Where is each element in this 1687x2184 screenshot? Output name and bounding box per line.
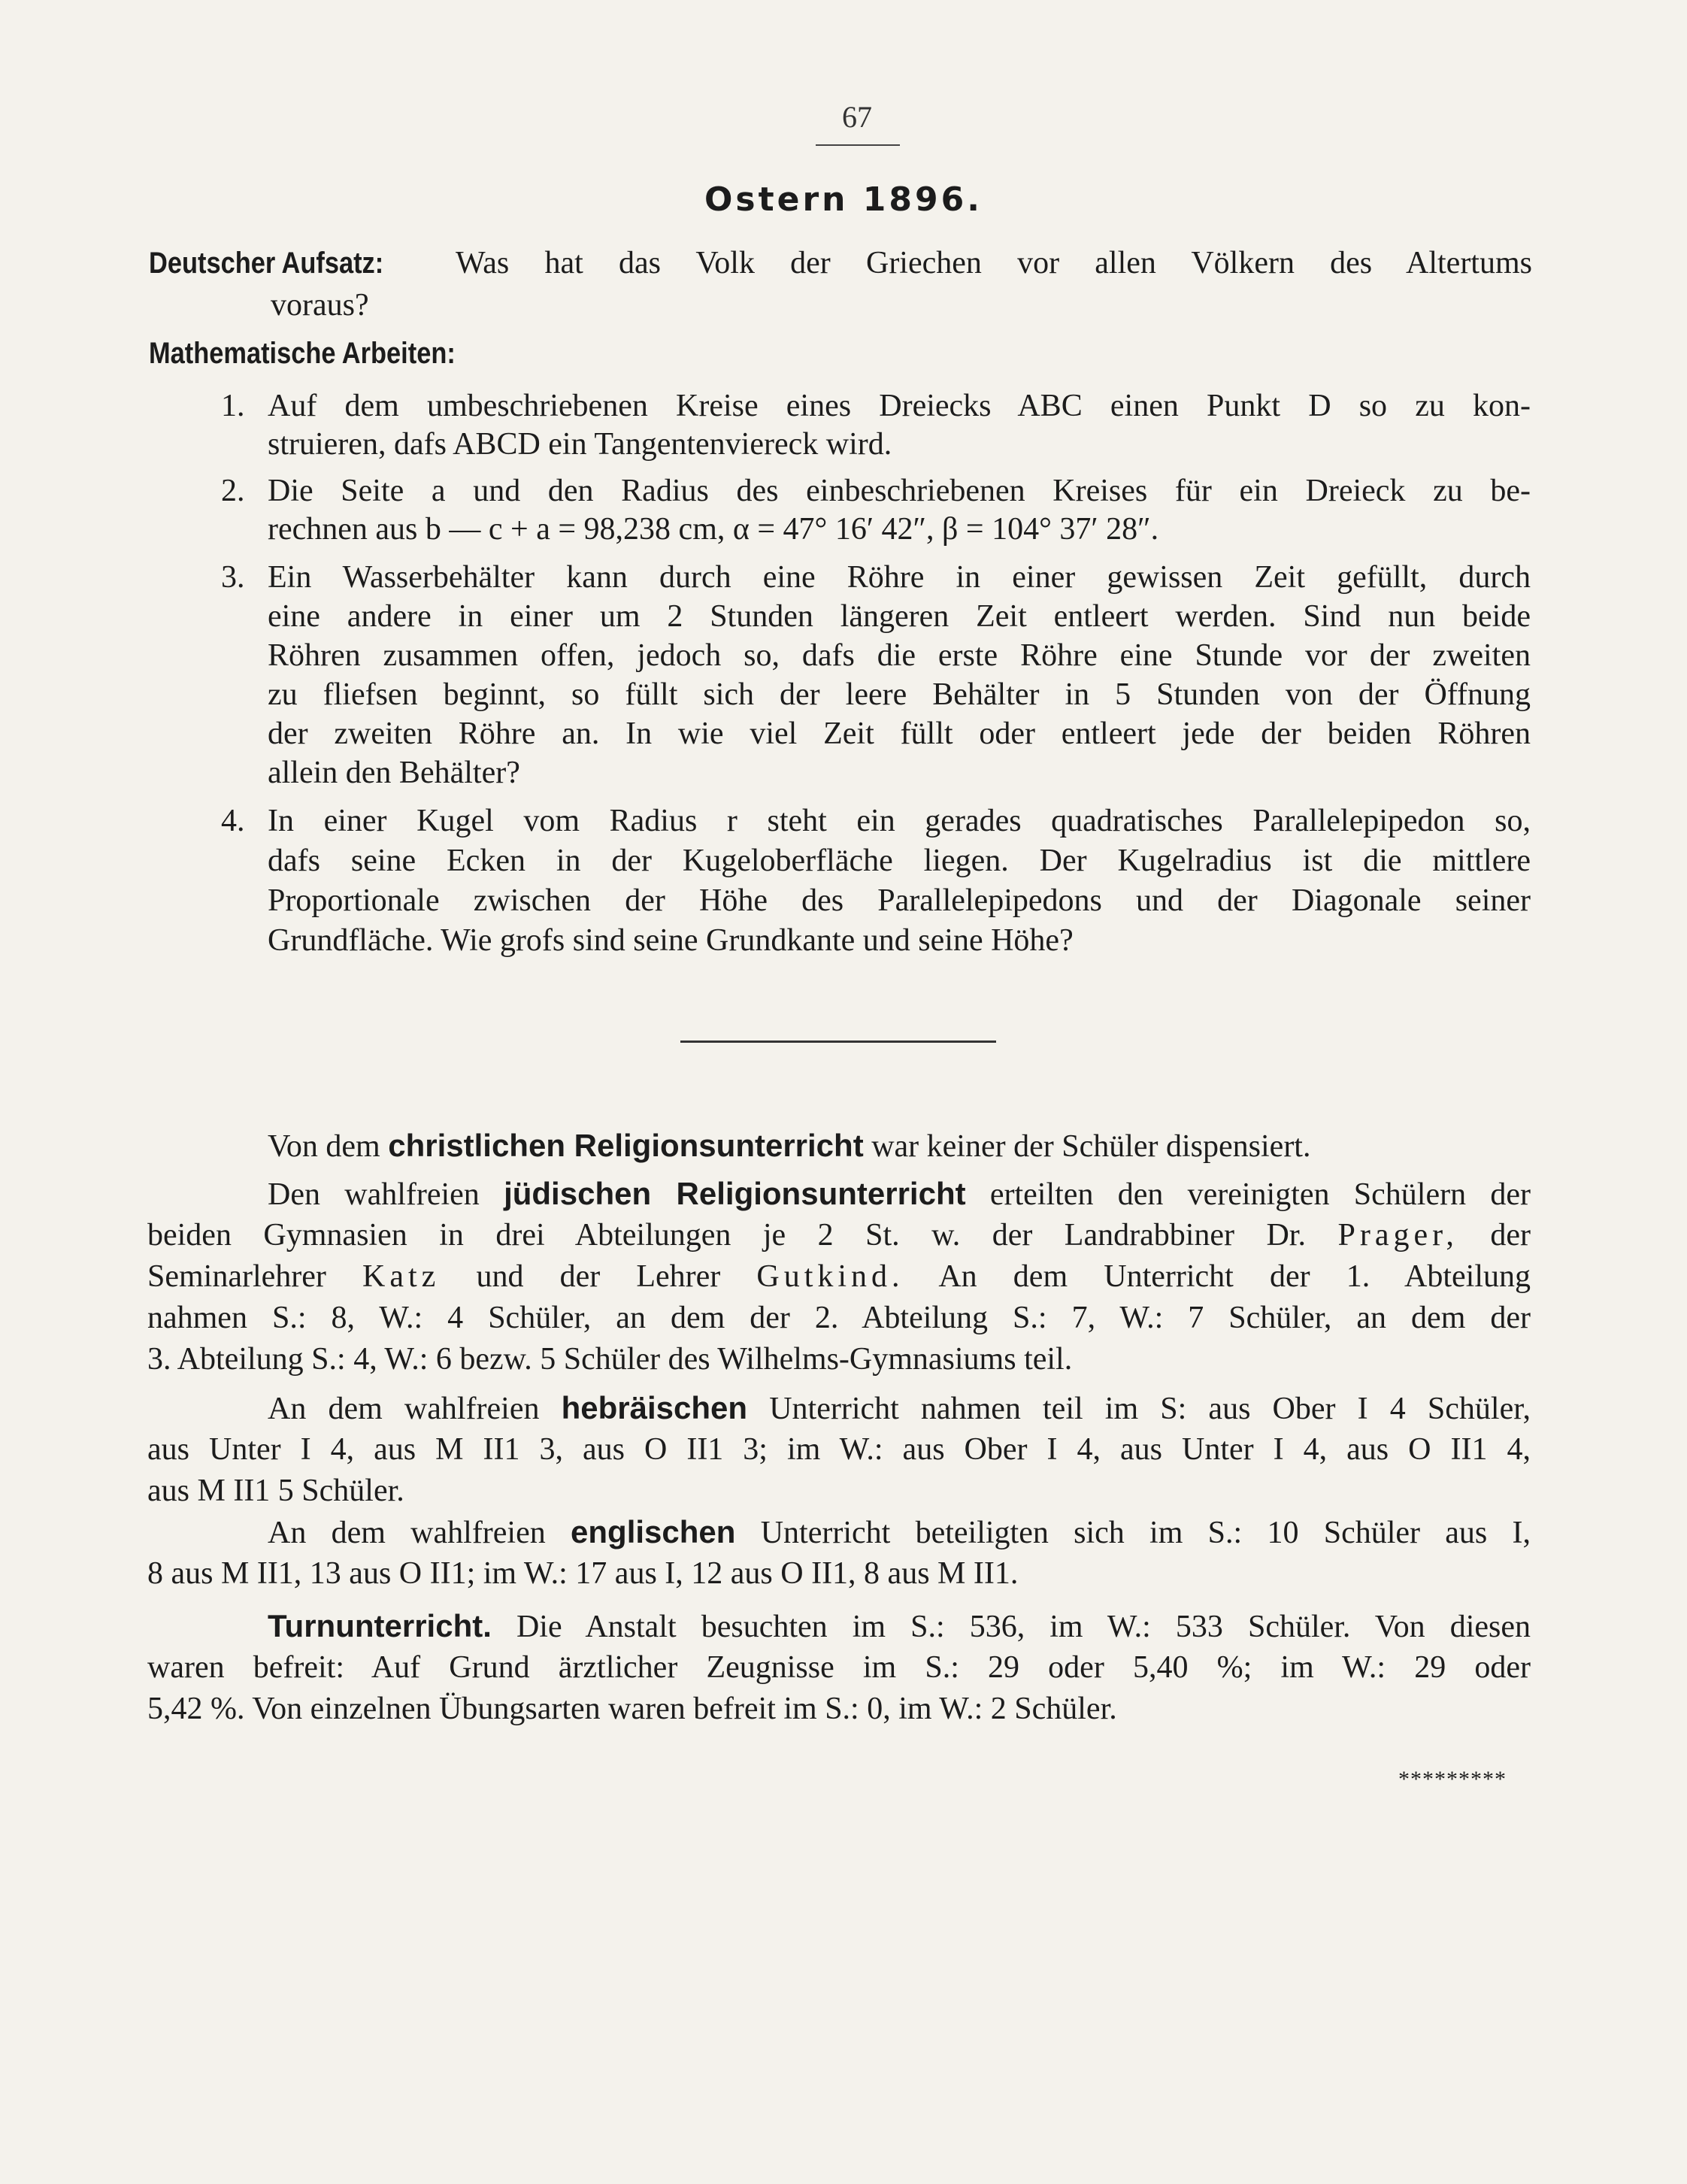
person-name-prager: Prager, xyxy=(1337,1218,1458,1253)
math-item-1-line-1: Auf dem umbeschriebenen Kreise eines Dreiecks ABC einen Punkt D so zu kon- xyxy=(268,389,1531,423)
hebr-line-3: aus M II1 5 Schüler. xyxy=(147,1474,404,1508)
page-number-rule xyxy=(816,144,900,146)
juedisch-line-2: beiden Gymnasien in drei Abteilungen je 2 St. w. der Landrabbiner Dr. Prager, der xyxy=(147,1218,1531,1253)
math-item-3-line-1: Ein Wasserbehälter kann durch eine Röhre in einer gewissen Zeit gefüllt, durch xyxy=(268,560,1531,595)
math-item-4-line-4: Grundfläche. Wie grofs sind seine Grundkante und seine Höhe? xyxy=(268,923,1074,958)
juedisch-line-1: Den wahlfreien jüdischen Religionsunterricht erteilten den vereinigten Schülern der xyxy=(268,1176,1531,1212)
juedisch-line-3: Seminarlehrer Katz und der Lehrer Gutkind. An dem Unterricht der 1. Abteilung xyxy=(147,1259,1531,1294)
math-item-3-line-5: der zweiten Röhre an. In wie viel Zeit füllt oder entleert jede der beiden Röhren xyxy=(268,716,1531,751)
aufsatz-text-1: Was hat das Volk der Griechen vor allen Völkern des Altertums xyxy=(456,246,1532,280)
end-ornament: ********* xyxy=(1398,1767,1507,1792)
religion-bold: christlichen Religionsunterricht xyxy=(388,1128,864,1163)
math-item-4-line-3: Proportionale zwischen der Höhe des Parallelepipedons und der Diagonale seiner xyxy=(268,883,1531,918)
religion-paragraph: Von dem christlichen Religionsunterricht war keiner der Schüler dispensiert. xyxy=(268,1128,1311,1164)
math-item-1-line-2: struieren, dafs ABCD ein Tangentenviereck wird. xyxy=(268,427,892,462)
math-item-2-line-1: Die Seite a und den Radius des einbeschriebenen Kreises für ein Dreieck zu be- xyxy=(268,474,1531,508)
math-item-3-number: 3. xyxy=(221,560,245,595)
engl-line-2: 8 aus M II1, 13 aus O II1; im W.: 17 aus I, 12 aus O II1, 8 aus M II1. xyxy=(147,1556,1019,1591)
page-number: 67 xyxy=(842,100,872,134)
math-item-4-line-2: dafs seine Ecken in der Kugeloberfläche liegen. Der Kugelradius ist die mittlere xyxy=(268,844,1531,878)
math-item-3-line-3: Röhren zusammen offen, jedoch so, dafs die erste Röhre eine Stunde vor der zweiten xyxy=(268,638,1531,673)
section-divider xyxy=(680,1041,996,1043)
engl-line-1: An dem wahlfreien englischen Unterricht beteiligten sich im S.: 10 Schüler aus I, xyxy=(268,1514,1531,1550)
math-item-3-line-6: allein den Behälter? xyxy=(268,756,520,790)
math-item-4-number: 4. xyxy=(221,804,245,838)
juedisch-line-5: 3. Abteilung S.: 4, W.: 6 bezw. 5 Schüler des Wilhelms-Gymnasiums teil. xyxy=(147,1342,1073,1377)
turn-line-2: waren befreit: Auf Grund ärztlicher Zeugnisse im S.: 29 oder 5,40 %; im W.: 29 oder xyxy=(147,1650,1531,1685)
hebr-line-2: aus Unter I 4, aus M II1 3, aus O II1 3; im W.: aus Ober I 4, aus Unter I 4, aus O II1 4, xyxy=(147,1432,1531,1467)
math-item-2-number: 2. xyxy=(221,474,245,508)
math-item-1-number: 1. xyxy=(221,389,245,423)
hebr-line-1: An dem wahlfreien hebräischen Unterricht nahmen teil im S: aus Ober I 4 Schüler, xyxy=(268,1390,1531,1426)
math-item-2-line-2: rechnen aus b — c + a = 98,238 cm, α = 47° 16′ 42″, β = 104° 37′ 28″. xyxy=(268,512,1159,547)
turn-line-1: Turnunterricht. Die Anstalt besuchten im S.: 536, im W.: 533 Schüler. Von diesen xyxy=(268,1608,1531,1644)
person-name-katz: Katz xyxy=(362,1259,441,1294)
math-item-3-line-4: zu fliefsen beginnt, so füllt sich der leere Behälter in 5 Stunden von der Öffnung xyxy=(268,677,1531,712)
aufsatz-label: Deutscher Aufsatz: xyxy=(149,247,384,280)
math-heading: Mathematische Arbeiten: xyxy=(149,337,456,370)
section-title: Ostern 1896. xyxy=(704,180,983,219)
aufsatz-line-1 xyxy=(149,242,1532,284)
math-item-4-line-1: In einer Kugel vom Radius r steht ein gerades quadratisches Parallelepipedon so, xyxy=(268,804,1531,838)
person-name-gutkind: Gutkind. xyxy=(756,1259,904,1294)
math-item-3-line-2: eine andere in einer um 2 Stunden längeren Zeit entleert werden. Sind nun beide xyxy=(268,599,1531,634)
turn-line-3: 5,42 %. Von einzelnen Übungsarten waren befreit im S.: 0, im W.: 2 Schüler. xyxy=(147,1692,1117,1726)
aufsatz-text-2: voraus? xyxy=(271,288,369,323)
juedisch-line-4: nahmen S.: 8, W.: 4 Schüler, an dem der 2. Abteilung S.: 7, W.: 7 Schüler, an dem der xyxy=(147,1301,1531,1335)
